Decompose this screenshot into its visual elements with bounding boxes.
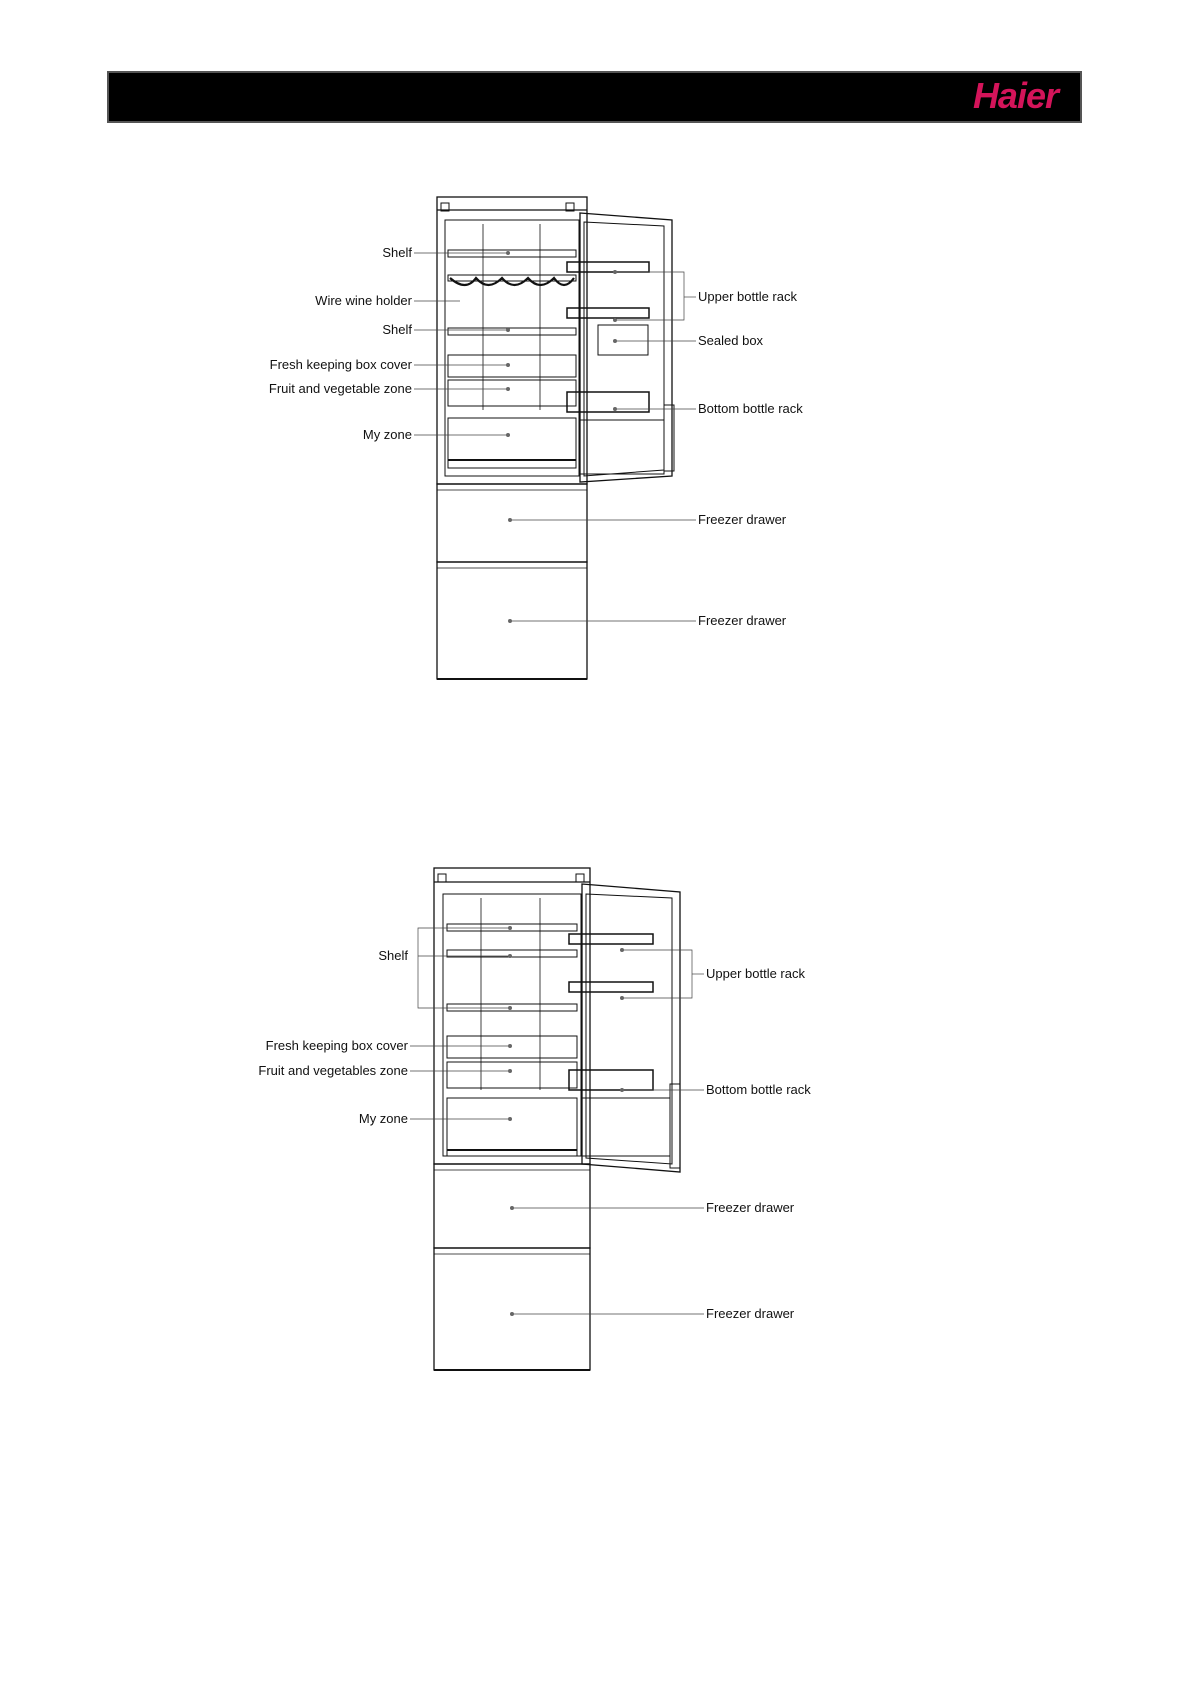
label-shelf-mid: Shelf: [382, 322, 412, 337]
fridge-body-1: [437, 197, 587, 484]
label-freezer-drawer-1: Freezer drawer: [706, 1200, 795, 1215]
label-freezer-drawer-2: Freezer drawer: [698, 613, 787, 628]
label-shelf-top: Shelf: [382, 245, 412, 260]
label-shelf: Shelf: [378, 948, 408, 963]
label-fruit-vegetables-zone: Fruit and vegetables zone: [258, 1063, 408, 1078]
label-upper-bottle-rack: Upper bottle rack: [706, 966, 805, 981]
label-bottom-bottle-rack: Bottom bottle rack: [706, 1082, 811, 1097]
fridge-body-2: [434, 868, 590, 1164]
labels-diagram-1: [269, 245, 803, 628]
label-fresh-keeping-box-cover: Fresh keeping box cover: [269, 357, 412, 372]
haier-logo: Haier: [972, 75, 1058, 116]
label-upper-bottle-rack: Upper bottle rack: [698, 289, 797, 304]
label-my-zone: My zone: [362, 427, 412, 442]
fridge-diagram-2: [410, 868, 704, 1370]
label-sealed-box: Sealed box: [698, 333, 764, 348]
label-fruit-vegetable-zone: Fruit and vegetable zone: [268, 381, 412, 396]
label-my-zone: My zone: [358, 1111, 408, 1126]
label-bottom-bottle-rack: Bottom bottle rack: [698, 401, 803, 416]
label-freezer-drawer-2: Freezer drawer: [706, 1306, 795, 1321]
fridge-diagram-1: [414, 197, 696, 679]
label-wire-wine-holder: Wire wine holder: [315, 293, 412, 308]
label-fresh-keeping-box-cover: Fresh keeping box cover: [265, 1038, 408, 1053]
label-freezer-drawer-1: Freezer drawer: [698, 512, 787, 527]
